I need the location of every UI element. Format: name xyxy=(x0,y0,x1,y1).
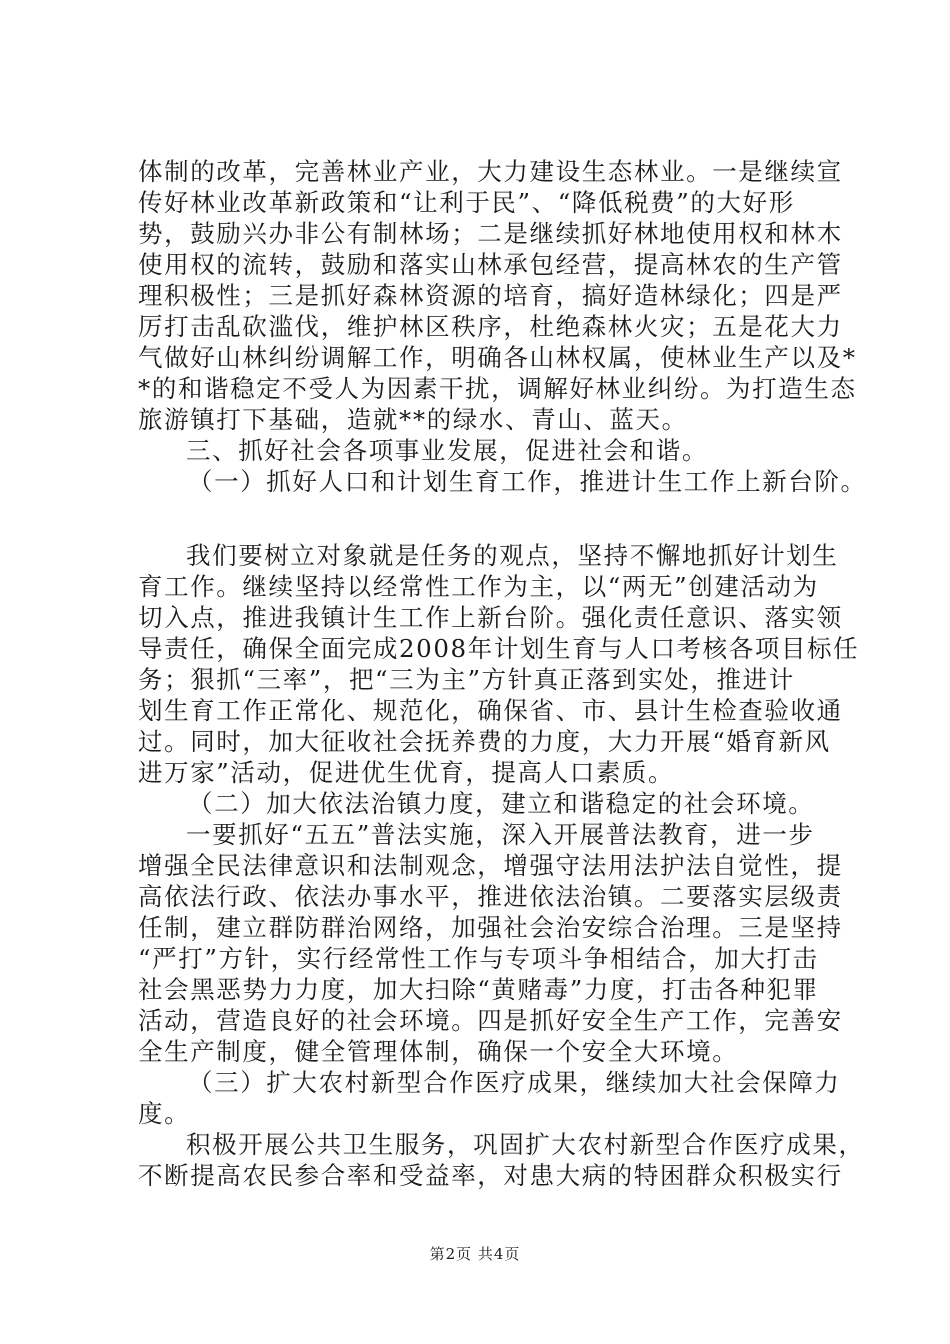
body-line: 气做好山林纠纷调解工作，明确各山林权属，使林业生产以及* xyxy=(138,343,857,372)
page-number-footer: 第2页 共4页 xyxy=(429,1245,521,1263)
body-line: 过。同时，加大征收社会抚养费的力度，大力开展“婚育新风 xyxy=(138,727,831,756)
body-line: 任制，建立群防群治网络，加强社会治安综合治理。三是坚持 xyxy=(138,913,843,942)
body-line: 全生产制度，健全管理体制，确保一个安全大环境。 xyxy=(138,1037,739,1066)
body-line: 切入点，推进我镇计生工作上新台阶。强化责任意识、落实领 xyxy=(138,603,843,632)
body-line: 活动，营造良好的社会环境。四是抓好安全生产工作，完善安 xyxy=(138,1006,843,1035)
body-line: 使用权的流转，鼓励和落实山林承包经营，提高林农的生产管 xyxy=(138,250,843,279)
body-line: “严打”方针，实行经常性工作与专项斗争相结合，加大打击 xyxy=(138,944,819,973)
body-line: 我们要树立对象就是任务的观点，坚持不懈地抓好计划生 xyxy=(186,541,839,570)
body-line: 增强全民法律意识和法制观念，增强守法用法护法自觉性，提 xyxy=(138,851,843,880)
document-body xyxy=(138,156,867,1191)
body-line: 高依法行政、依法办事水平，推进依法治镇。二要落实层级责 xyxy=(138,882,843,911)
body-line: 社会黑恶势力力度，加大扫除“黄赌毒”力度，打击各种犯罪 xyxy=(138,975,819,1004)
body-line: 厉打击乱砍滥伐，维护林区秩序，杜绝森林火灾；五是花大力 xyxy=(138,312,843,341)
body-line: 一要抓好“五五”普法实施，深入开展普法教育，进一步 xyxy=(186,820,815,849)
section-heading-3: 三、抓好社会各项事业发展，促进社会和谐。 xyxy=(186,436,708,465)
subsection-heading-2: （二）加大依法治镇力度，建立和谐稳定的社会环境。 xyxy=(188,789,815,818)
body-line: 育工作。继续坚持以经常性工作为主，以“两无”创建活动为 xyxy=(138,572,819,601)
subsection-heading-3-continued: 度。 xyxy=(138,1099,191,1128)
body-line: 导责任，确保全面完成2008年计划生育与人口考核各项目标任 xyxy=(138,634,860,663)
body-line: 不断提高农民参合率和受益率，对患大病的特困群众积极实行 xyxy=(138,1161,843,1190)
body-line: 进万家”活动，促进优生优育，提高人口素质。 xyxy=(138,758,675,787)
subsection-heading-3: （三）扩大农村新型合作医疗成果，继续加大社会保障力 xyxy=(188,1068,841,1097)
body-line: 体制的改革，完善林业产业，大力建设生态林业。一是继续宣 xyxy=(138,157,843,186)
subsection-heading-1: （一）抓好人口和计划生育工作，推进计生工作上新台阶。 xyxy=(188,467,867,496)
body-line: 务；狠抓“三率”，把“三为主”方针真正落到实处，推进计 xyxy=(138,665,795,694)
body-line: 势，鼓励兴办非公有制林场；二是继续抓好林地使用权和林木 xyxy=(138,219,843,248)
body-line: 理积极性；三是抓好森林资源的培育，搞好造林绿化；四是严 xyxy=(138,281,843,310)
body-line: *的和谐稳定不受人为因素干扰，调解好林业纠纷。为打造生态 xyxy=(138,374,857,403)
body-line: 划生育工作正常化、规范化，确保省、市、县计生检查验收通 xyxy=(138,696,843,725)
body-line: 旅游镇打下基础，造就**的绿水、青山、蓝天。 xyxy=(138,405,688,434)
body-line: 积极开展公共卫生服务，巩固扩大农村新型合作医疗成果， xyxy=(186,1130,865,1159)
body-line: 传好林业改革新政策和“让利于民”、“降低税费”的大好形 xyxy=(138,188,795,217)
